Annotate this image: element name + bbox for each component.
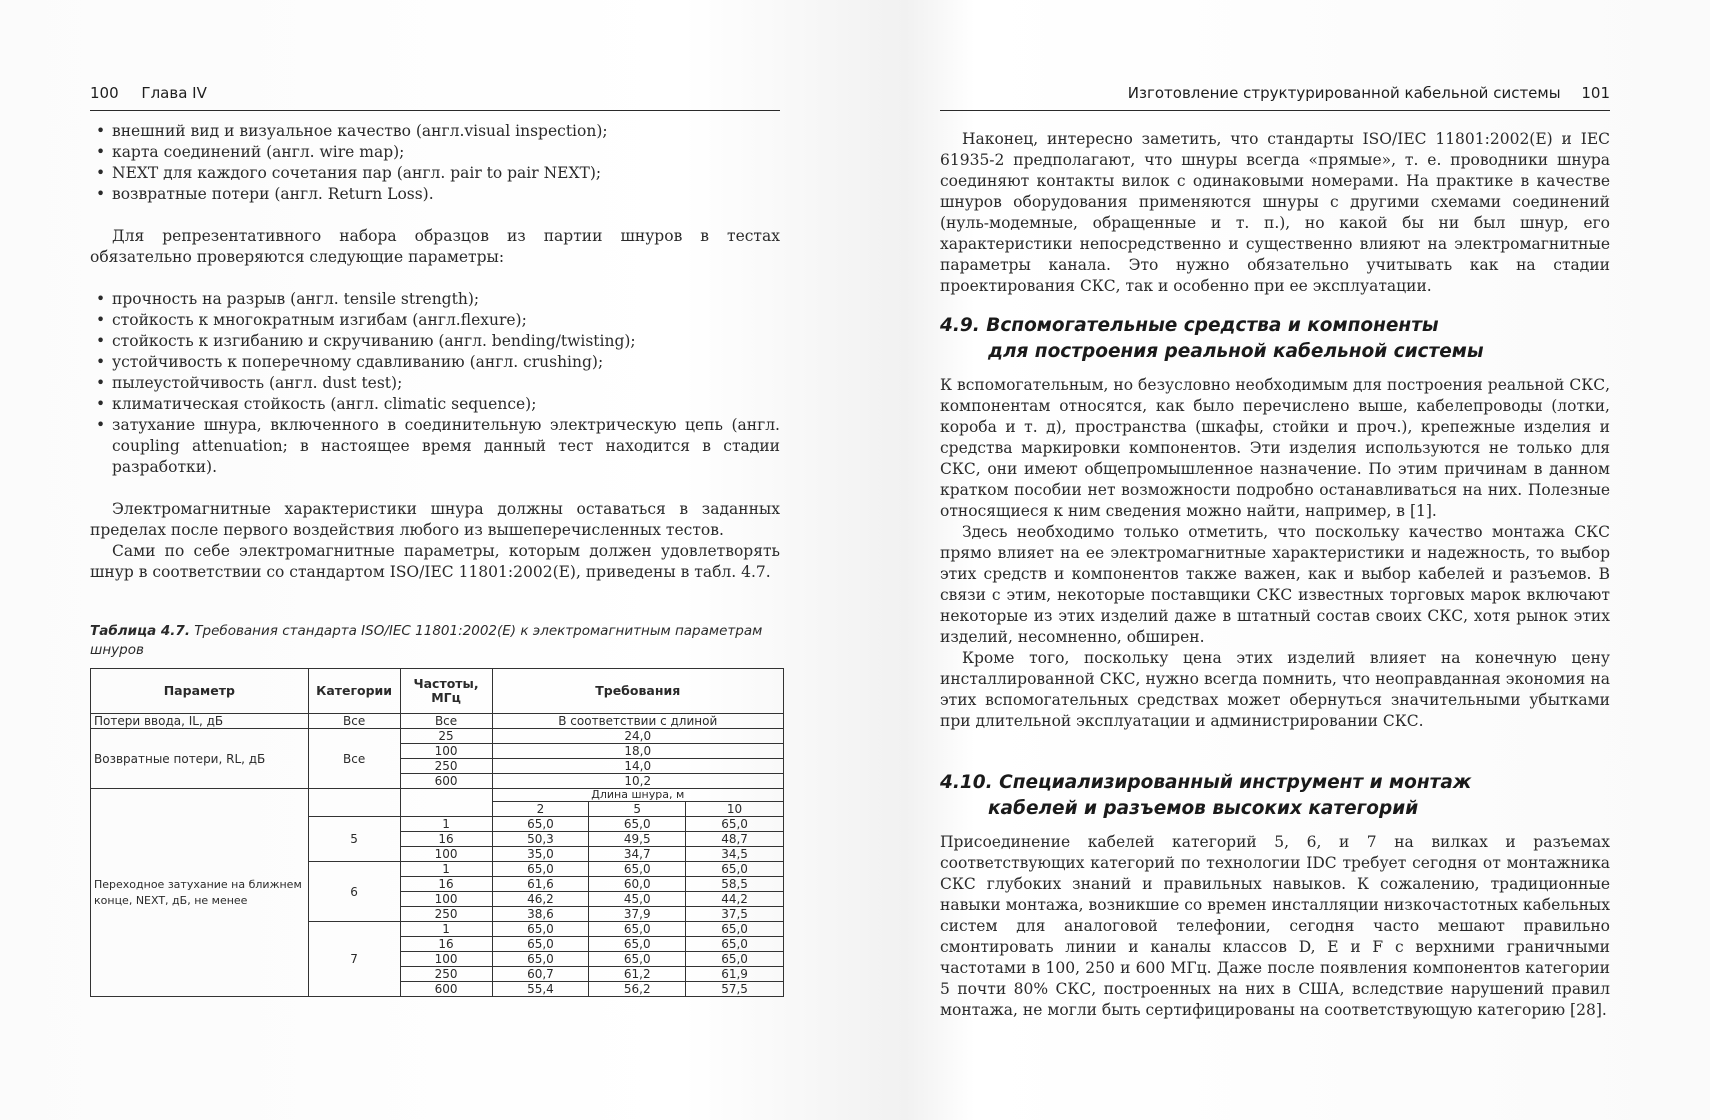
cell: 250 xyxy=(400,907,492,922)
cell: 16 xyxy=(400,877,492,892)
cell: 65,0 xyxy=(686,952,784,967)
list-item: • возвратные потери (англ. Return Loss). xyxy=(112,184,780,205)
heading-line: 4.10. Специализированный инструмент и монтаж xyxy=(940,772,1472,793)
cell: 65,0 xyxy=(492,922,589,937)
paragraph: Электромагнитные характеристики шнура должны оставаться в заданных пределах после первого воздействия любого из вышеперечисленных тестов. xyxy=(90,500,780,539)
cell: 48,7 xyxy=(686,832,784,847)
cell: 35,0 xyxy=(492,847,589,862)
cell: 16 xyxy=(400,937,492,952)
list-item: • затухание шнура, включенного в соединительную электрическую цепь (англ. coupling attenuation; в настоящее время данный тест находится в стадии разработки). xyxy=(112,415,780,478)
cell: 55,4 xyxy=(492,982,589,997)
left-page-number: 100 xyxy=(90,84,119,102)
list-item: • внешний вид и визуальное качество (англ.visual inspection); xyxy=(112,121,780,142)
right-page xyxy=(940,0,1610,1120)
cell: 65,0 xyxy=(686,817,784,832)
cell: 24,0 xyxy=(492,729,783,744)
cell: Потери ввода, IL, дБ xyxy=(91,714,309,729)
cell: 18,0 xyxy=(492,744,783,759)
cell: 65,0 xyxy=(492,952,589,967)
cell: Все xyxy=(308,729,400,789)
cell: 5 xyxy=(589,802,686,817)
cell: 34,5 xyxy=(686,847,784,862)
right-page-number: 101 xyxy=(1581,84,1610,102)
inspection-list xyxy=(90,121,780,205)
cell: Все xyxy=(400,714,492,729)
section-heading-4-10 xyxy=(940,770,1610,822)
list-item: • устойчивость к поперечному сдавливанию (англ. crushing); xyxy=(112,352,780,373)
paragraph: Кроме того, поскольку цена этих изделий влияет на конечную цену инсталлированной СКС, нужно всегда помнить, что неоправданная экономия на этих вспомогательных средствах может обернуться значительными убытками при длительной эксплуатации и администрировании СКС. xyxy=(940,649,1610,730)
section-4-10-body xyxy=(940,832,1610,1021)
cell: 10,2 xyxy=(492,774,783,789)
cell: 65,0 xyxy=(589,952,686,967)
paragraph: Сами по себе электромагнитные параметры, которым должен удовлетворять шнур в соответствии со стандартом ISO/IEC 11801:2002(E), приведены в табл. 4.7. xyxy=(90,542,780,581)
cell: 65,0 xyxy=(589,937,686,952)
list-item: • NEXT для каждого сочетания пар (англ. pair to pair NEXT); xyxy=(112,163,780,184)
list-item: • стойкость к многократным изгибам (англ.flexure); xyxy=(112,310,780,331)
paragraph: Присоединение кабелей категорий 5, 6, и 7 на вилках и разъемах соответствующих категорий по технологии IDC требует сегодня от монтажника СКС глубоких знаний и правильных навыков. К сожалению, традиционные навыки монтажа, возникшие со времен инсталляции низкочастотных кабельных систем для аналоговой телефонии, сегодня часто мешают правильно смонтировать линии и каналы классов D, E и F с верхними граничными частотами в 100, 250 и 600 МГц. Даже после появления компонентов категории 5 почти 80% СКС, построенных на них в США, вследствие нарушений правил монтажа, не могли быть сертифицированы на соответствующую категорию [28]. xyxy=(940,833,1610,1019)
cell: 58,5 xyxy=(686,877,784,892)
cell: 100 xyxy=(400,744,492,759)
cell: 10 xyxy=(686,802,784,817)
cell: 61,2 xyxy=(589,967,686,982)
caption-text: Требования стандарта ISO/IEC 11801:2002(E) к электромагнитным параметрам шнуров xyxy=(90,623,763,658)
cell: 5 xyxy=(308,817,400,862)
col-header-parameter: Параметр xyxy=(91,669,309,714)
paragraph: Здесь необходимо только отметить, что поскольку качество монтажа СКС прямо влияет на ее электромагнитные характеристики и надежность, то выбор этих средств и компонентов также важен, как и выбор кабелей и разъемов. В связи с этим, некоторые поставщики СКС известных торговых марок включают некоторые из этих изделий даже в штатный состав своих СКС, хотя рынок этих изделий, несомненно, обширен. xyxy=(940,523,1610,646)
cell: 56,2 xyxy=(589,982,686,997)
caption-label: Таблица 4.7. xyxy=(90,623,190,639)
paragraph: К вспомогательным, но безусловно необходимым для построения реальной СКС, компонентам относятся, как было перечислено выше, кабелепроводы (лотки, короба и т. д), пространства (шкафы, стойки и проч.), крепежные изделия и средства маркировки компонентов. Эти изделия используются не только для СКС, они имеют общепромышленное назначение. По этим причинам в данном кратком пособии нет возможности подробно останавливаться на них. Полезные относящиеся к ним сведения можно найти, например, в [1]. xyxy=(940,376,1610,520)
cell: 65,0 xyxy=(589,817,686,832)
cell: Все xyxy=(308,714,400,729)
cell: 61,6 xyxy=(492,877,589,892)
cell: 65,0 xyxy=(589,862,686,877)
left-page xyxy=(90,0,780,1120)
col-header-category: Категории xyxy=(308,669,400,714)
cell: 65,0 xyxy=(492,862,589,877)
tests-list xyxy=(90,289,780,478)
table-row xyxy=(91,729,784,744)
cell: 61,9 xyxy=(686,967,784,982)
cell: 37,9 xyxy=(589,907,686,922)
paragraph: Для репрезентативного набора образцов из партии шнуров в тестах обязательно проверяются следующие параметры: xyxy=(90,227,780,266)
cell: 250 xyxy=(400,967,492,982)
cell: 60,0 xyxy=(589,877,686,892)
cell: 25 xyxy=(400,729,492,744)
cell: 6 xyxy=(308,862,400,922)
paragraph: Наконец, интересно заметить, что стандарты ISO/IEC 11801:2002(E) и IEC 61935-2 предполагают, что шнуры всегда «прямые», т. е. проводники шнура соединяют контакты вилок с одинаковыми номерами. На практике в качестве шнуров оборудования применяются шнуры с другими схемами соединений (нуль-модемные, обращенные и т. п.), но какой бы ни был шнур, его характеристики непосредственно и существенно влияют на электромагнитные параметры канала. Это нужно обязательно учитывать как на стадии проектирования СКС, так и особенно при ее эксплуатации. xyxy=(940,130,1610,295)
cell: 250 xyxy=(400,759,492,774)
right-running-head xyxy=(940,84,1610,111)
cell: 600 xyxy=(400,982,492,997)
col-header-requirements: Требования xyxy=(492,669,783,714)
cell: 50,3 xyxy=(492,832,589,847)
chapter-title: Глава IV xyxy=(141,84,207,102)
requirements-table xyxy=(90,668,784,997)
cell: 44,2 xyxy=(686,892,784,907)
heading-line: для построения реальной кабельной системы xyxy=(988,341,1484,362)
cell: 34,7 xyxy=(589,847,686,862)
intro-block xyxy=(940,129,1610,297)
list-item: • климатическая стойкость (англ. climatic sequence); xyxy=(112,394,780,415)
cell: 57,5 xyxy=(686,982,784,997)
col-header-frequency: Частоты, МГц xyxy=(400,669,492,714)
cell: 65,0 xyxy=(686,937,784,952)
cell: 46,2 xyxy=(492,892,589,907)
cell: 65,0 xyxy=(589,922,686,937)
cell: 600 xyxy=(400,774,492,789)
cell: Возвратные потери, RL, дБ xyxy=(91,729,309,789)
cell: 38,6 xyxy=(492,907,589,922)
cell: 60,7 xyxy=(492,967,589,982)
cell: 45,0 xyxy=(589,892,686,907)
cell: 16 xyxy=(400,832,492,847)
left-running-head xyxy=(90,84,780,111)
cell: 2 xyxy=(492,802,589,817)
left-body xyxy=(90,121,780,583)
table-header-row xyxy=(91,669,784,714)
cell xyxy=(400,789,492,817)
cell: 37,5 xyxy=(686,907,784,922)
heading-line: 4.9. Вспомогательные средства и компоненты xyxy=(940,315,1439,336)
table-caption xyxy=(90,622,780,660)
cell: 100 xyxy=(400,892,492,907)
cell: Переходное затухание на ближнем конце, NEXT, дБ, не менее xyxy=(91,789,309,997)
cell: 1 xyxy=(400,817,492,832)
cell: 65,0 xyxy=(686,922,784,937)
section-heading-4-9 xyxy=(940,313,1610,365)
cell: Длина шнура, м xyxy=(492,789,783,802)
cell: 65,0 xyxy=(492,937,589,952)
running-title: Изготовление структурированной кабельной системы xyxy=(1127,84,1561,102)
table-row xyxy=(91,714,784,729)
cell: 65,0 xyxy=(686,862,784,877)
cell xyxy=(308,789,400,817)
cell: 1 xyxy=(400,862,492,877)
cell: 49,5 xyxy=(589,832,686,847)
heading-line: кабелей и разъемов высоких категорий xyxy=(988,798,1419,819)
section-4-9-body xyxy=(940,375,1610,732)
cell: 100 xyxy=(400,952,492,967)
cell: 7 xyxy=(308,922,400,997)
list-item: • карта соединений (англ. wire map); xyxy=(112,142,780,163)
list-item: • стойкость к изгибанию и скручиванию (англ. bending/twisting); xyxy=(112,331,780,352)
table-row xyxy=(91,789,784,802)
cell: 1 xyxy=(400,922,492,937)
cell: 100 xyxy=(400,847,492,862)
cell: 65,0 xyxy=(492,817,589,832)
cell: 14,0 xyxy=(492,759,783,774)
list-item: • прочность на разрыв (англ. tensile strength); xyxy=(112,289,780,310)
list-item: • пылеустойчивость (англ. dust test); xyxy=(112,373,780,394)
cell: В соответствии с длиной xyxy=(492,714,783,729)
